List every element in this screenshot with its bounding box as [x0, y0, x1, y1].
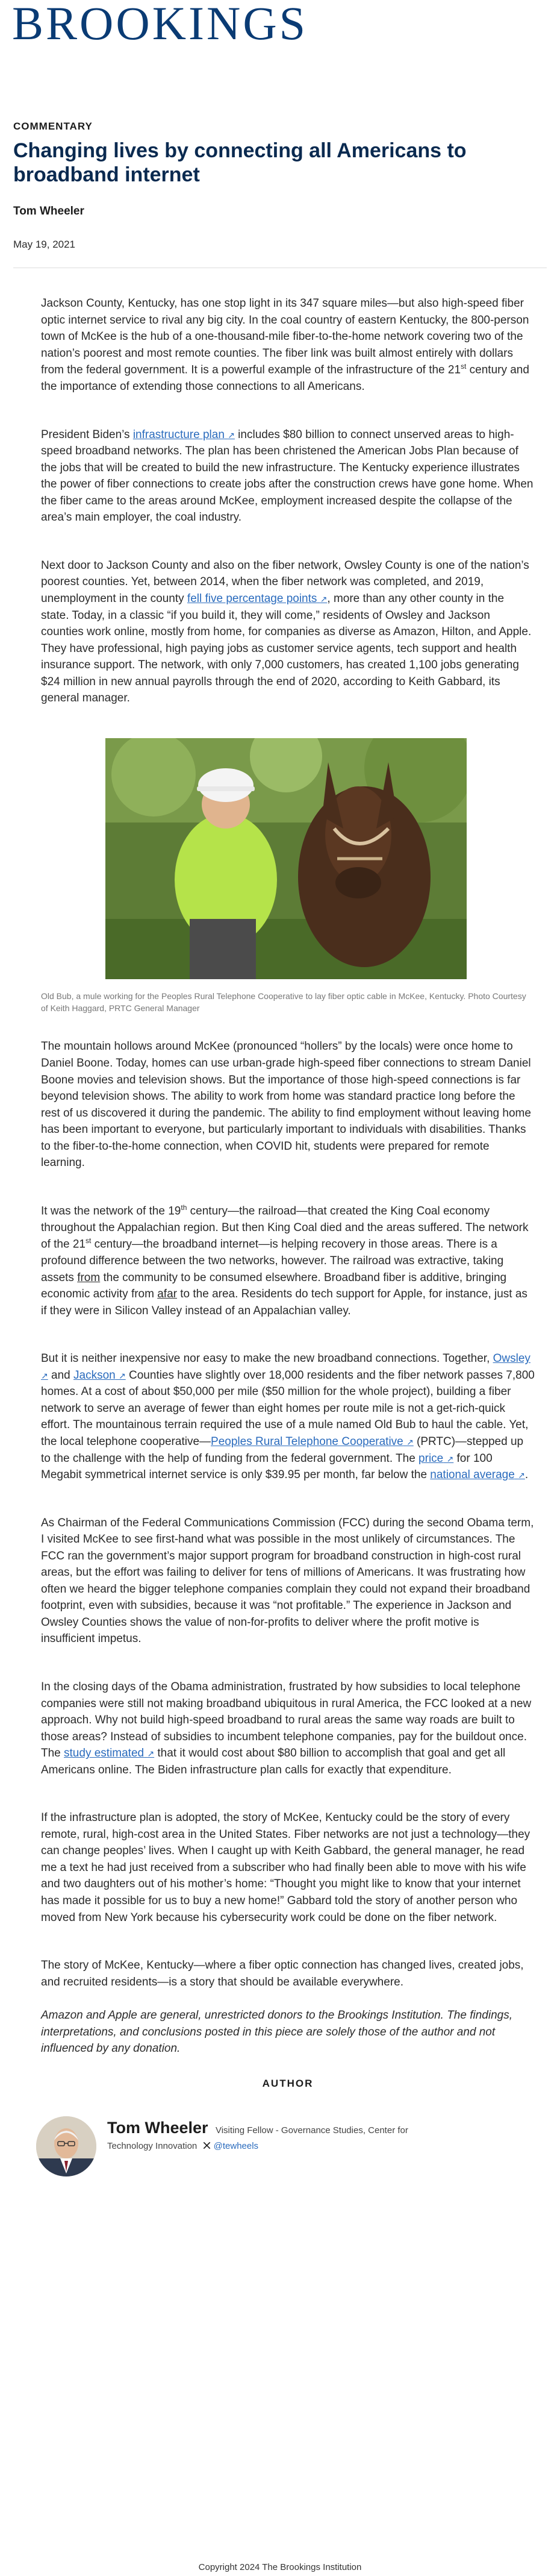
- external-link-icon: ↗: [147, 1749, 155, 1759]
- author-role-line2: Technology Innovation: [107, 2140, 198, 2151]
- author-section-heading: AUTHOR: [262, 2077, 314, 2089]
- owsley-link[interactable]: Owsley ↗: [41, 1352, 530, 1380]
- paragraph-5: It was the network of the 19th century—the railroad—that created the King Coal economy throughout the Appalachian region. But then King Coal died and the areas suffered. The network of the 21st century—the broadband internet—is helping recovery in those areas. There is a profound difference between the two networks, however. The railroad was extractive, taking assets from the community to be consumed elsewhere. Broadband fiber is additive, bringing economic activity from afar to the area. Residents do tech support for Apple, for instance, just as if they were in Silicon Valley instead of an Appalachian valley.: [41, 1203, 529, 1317]
- article-body: [41, 295, 535, 2176]
- prtc-link[interactable]: Peoples Rural Telephone Cooperative ↗: [211, 1435, 414, 1448]
- paragraph-8: In the closing days of the Obama administration, frustrated by how subsidies to local telephone companies were still not making broadband ubiquitous in rural America, the FCC looked at a new approach. Why not build high-speed broadband to rural areas the same way roads are built to those areas? Instead of subsidies to incumbent telephone companies, pay for the buildout once. The study estimated ↗ that it would cost about $80 billion to accomplish that goal and get all Americans online. The Biden infrastructure plan calls for exactly that expenditure.: [41, 1681, 532, 1776]
- mule-photo: [105, 738, 467, 979]
- price-link[interactable]: price ↗: [418, 1452, 454, 1465]
- external-link-icon: ↗: [406, 1437, 414, 1447]
- author-name-link[interactable]: Tom Wheeler: [107, 2118, 208, 2137]
- byline-author[interactable]: Tom Wheeler: [13, 205, 84, 218]
- national-average-link[interactable]: national average ↗: [430, 1468, 525, 1482]
- author-role: Visiting Fellow - Governance Studies, Center for: [215, 2125, 408, 2136]
- photo-illustration: [105, 738, 467, 979]
- paragraph-6: But it is neither inexpensive nor easy to make the new broadband connections. Together, Owsley ↗ and Jackson ↗ Counties have slightly over 18,000 residents and the fiber network passes 7,800 homes. At a cost of about $50,000 per mile ($50 million for the whole project), building a fiber network to serve an average of fewer than eight homes per route mile is not a get-rich-quick effort. The mountainous terrain required the use of a mule named Old Bub to haul the cable. Yet, the local telephone cooperative—Peoples Rural Telephone Cooperative ↗ (PRTC)—stepped up to the challenge with the help of funding from the federal government. The price ↗ for 100 Megabit symmetrical internet service is only $39.95 per month, far below the national average ↗.: [41, 1352, 535, 1482]
- publish-date: May 19, 2021: [13, 239, 76, 251]
- author-portrait: [36, 2116, 96, 2176]
- unemployment-link[interactable]: fell five percentage points ↗: [187, 592, 328, 605]
- copyright-notice: Copyright 2024 The Brookings Institution: [198, 2562, 362, 2572]
- paragraph-9: If the infrastructure plan is adopted, the story of McKee, Kentucky could be the story of every remote, rural, high-cost area in the United States. Fiber networks are not just a technology—they can change peoples’ lives. When I caught up with Keith Gabbard, the general manager, he read me a text he had just received from a subscriber who had finally been able to move with his wife and two daughters out of his mother’s home: “Thought you might like to know that your internet has made it possible for us to buy a new home!” Gabbard told the story of another person who moved from New York because his cybersecurity work could be done on the fiber network.: [41, 1811, 530, 1924]
- external-link-icon: ↗: [518, 1470, 525, 1481]
- x-profile-link[interactable]: [203, 2141, 258, 2151]
- paragraph-4: The mountain hollows around McKee (pronounced “hollers” by the locals) were once home to Daniel Boone. Today, homes can use urban-grade high-speed fiber connections to stream Daniel Boone movies and television shows. But the importance of those high-speed connections is far beyond television shows. The ability to work from home was standard practice long before the rest of us discovered it during the pandemic. The ability to find employment without leaving home has been important to everyone, but particularly important to individuals with disabilities. Thanks to the fiber-to-the-home connection, when COVID hit, students were prepared for remote learning.: [41, 1040, 531, 1170]
- author-info: [107, 2116, 408, 2151]
- avatar[interactable]: [36, 2116, 96, 2176]
- paragraph-10: The story of McKee, Kentucky—where a fiber optic connection has changed lives, created jobs, and recruited residents—is a story that should be available everywhere.: [41, 1959, 524, 1988]
- paragraph-2: President Biden’s infrastructure plan ↗ includes $80 billion to connect unserved areas to high-speed broadband networks. The plan has been christened the American Jobs Plan because of the jobs that will be created to build the new infrastructure. The Kentucky experience illustrates the power of fiber connections to create jobs after the construction crews have gone home. When the fiber came to the areas around McKee, employment increased despite the collapse of the area’s main employer, the coal industry.: [41, 428, 534, 524]
- paragraph-1: Jackson County, Kentucky, has one stop light in its 347 square miles—but also high-speed fiber optic internet service to rival any big city. In the coal country of eastern Kentucky, the 800-person town of McKee is the hub of a one-thousand-mile fiber-to-the-home network covering two of the nation’s poorest and most remote counties. The fiber link was built almost entirely with dollars from the federal government. It is a powerful example of the infrastructure of the 21st century and the importance of extending those connections to all Americans.: [41, 297, 529, 393]
- x-handle-text: @tewheels: [213, 2140, 259, 2151]
- x-logo-icon: [203, 2142, 211, 2149]
- article-header: [13, 121, 543, 268]
- brookings-logo[interactable]: BROOKINGS: [12, 0, 308, 49]
- figure-caption: Old Bub, a mule working for the Peoples Rural Telephone Cooperative to lay fiber optic cable in McKee, Kentucky. Photo Courtesy of Keith Haggard, PRTC General Manager: [41, 991, 526, 1014]
- paragraph-7: As Chairman of the Federal Communications Commission (FCC) during the second Obama term, I visited McKee to see first-hand what was possible in the most unlikely of circumstances. The FCC ran the government’s major support program for broadband construction in high-cost rural areas, but the effort was failing to deliver for tens of millions of Americans. It was frustrating how often we heard the bigger telephone companies complain they could not expand their broadband footprint, even with subsidies, because it was “not profitable.” The experience in Jackson and Owsley Counties shows the value of non-for-profits to deliver where the profit motive is insufficient impetus.: [41, 1516, 534, 1646]
- external-link-icon: ↗: [446, 1453, 454, 1464]
- page-title: Changing lives by connecting all Americans to broadband internet: [13, 139, 467, 187]
- external-link-icon: ↗: [228, 430, 235, 440]
- article-kicker[interactable]: COMMENTARY: [13, 121, 93, 132]
- jackson-link[interactable]: Jackson ↗: [73, 1368, 126, 1382]
- author-affiliation-row: [107, 2141, 408, 2151]
- donor-disclaimer: Amazon and Apple are general, unrestricted donors to the Brookings Institution. The findings, interpretations, and conclusions posted in this piece are solely those of the author and not influenced by any donation.: [41, 2009, 512, 2055]
- external-link-icon: ↗: [320, 594, 328, 604]
- external-link-icon: ↗: [41, 1370, 48, 1380]
- author-card: [41, 2116, 535, 2176]
- article-figure: [41, 738, 535, 1015]
- infrastructure-plan-link[interactable]: infrastructure plan ↗: [132, 428, 235, 441]
- study-estimated-link[interactable]: study estimated ↗: [64, 1747, 155, 1760]
- paragraph-3: Next door to Jackson County and also on the fiber network, Owsley County is one of the nation’s poorest counties. Yet, between 2014, when the fiber network was completed, and 2019, unemployment in the county fell five percentage points ↗, more than any other county in the state. Today, in a classic “if you build it, they will come,” residents of Owsley and Jackson counties work online, mostly from home, for companies as diverse as Amazon, Hilton, and Apple. They have professional, high paying jobs as customer service agents, tech support and health insurance support. The network, with only 7,000 customers, has created 1,100 jobs generating $24 million in new annual payrolls through the end of 2020, according to Keith Gabbard, its general manager.: [41, 559, 532, 705]
- external-link-icon: ↗: [118, 1370, 126, 1380]
